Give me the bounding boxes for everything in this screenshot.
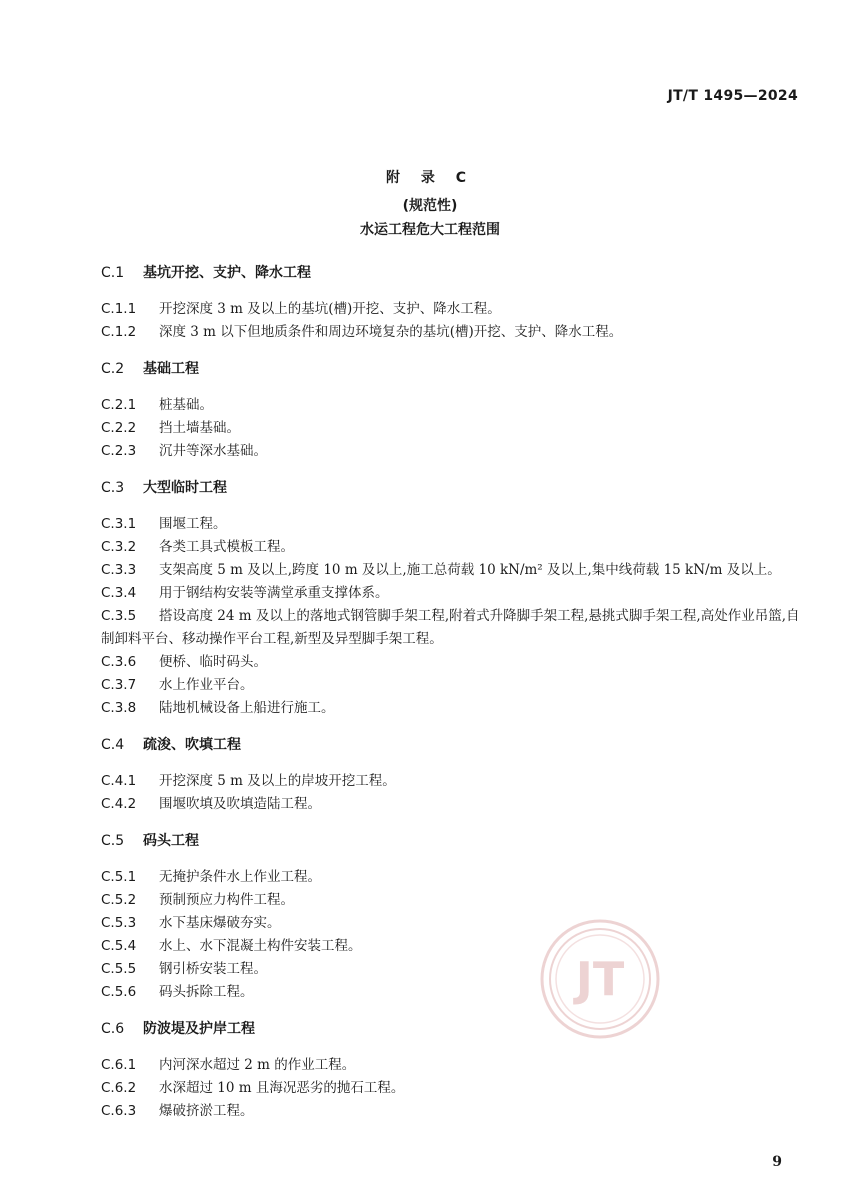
clause-number: C.4.1 xyxy=(101,773,137,789)
clause-text: 陆地机械设备上船进行施工。 xyxy=(159,700,335,716)
clause-item xyxy=(101,321,801,344)
section-number: C.6 xyxy=(101,1021,125,1037)
clause-item xyxy=(101,536,801,559)
clause-item xyxy=(101,513,801,536)
clause-text: 水上作业平台。 xyxy=(159,677,254,693)
clause-text: 支架高度 5 m 及以上,跨度 10 m 及以上,施工总荷载 10 kN/m² 及以上,集中线荷载 15 kN/m 及以上。 xyxy=(159,562,781,578)
section-title: 大型临时工程 xyxy=(143,480,227,496)
clause-number: C.3.8 xyxy=(101,700,137,716)
clause-text: 沉井等深水基础。 xyxy=(159,443,267,459)
section xyxy=(101,477,801,720)
clause-text: 深度 3 m 以下但地质条件和周边环境复杂的基坑(槽)开挖、支护、降水工程。 xyxy=(159,324,623,340)
clause-text: 无掩护条件水上作业工程。 xyxy=(159,869,321,885)
clause-number: C.3.2 xyxy=(101,539,137,555)
clause-item xyxy=(101,866,801,889)
clause-item xyxy=(101,1054,801,1077)
clause-item xyxy=(101,981,801,1004)
clause-text: 搭设高度 24 m 及以上的落地式钢管脚手架工程,附着式升降脚手架工程,悬挑式脚手架工程,高处作业吊篮,自制卸料平台、移动操作平台工程,新型及异型脚手架工程。 xyxy=(101,608,800,647)
clause-item xyxy=(101,889,801,912)
clause-item xyxy=(101,958,801,981)
clause-number: C.5.1 xyxy=(101,869,137,885)
section-number: C.5 xyxy=(101,833,125,849)
section-title: 疏浚、吹填工程 xyxy=(143,737,241,753)
page-number: 9 xyxy=(772,1154,782,1170)
clause-text: 开挖深度 3 m 及以上的基坑(槽)开挖、支护、降水工程。 xyxy=(159,301,501,317)
clause-number: C.3.5 xyxy=(101,608,137,624)
clause-item xyxy=(101,440,801,463)
clause-text: 内河深水超过 2 m 的作业工程。 xyxy=(159,1057,356,1073)
clause-item xyxy=(101,417,801,440)
clause-item xyxy=(101,912,801,935)
clause-number: C.3.4 xyxy=(101,585,137,601)
clause-text: 爆破挤淤工程。 xyxy=(159,1103,254,1119)
jt-watermark-stamp xyxy=(538,917,662,1041)
clause-text: 围堰吹填及吹填造陆工程。 xyxy=(159,796,321,812)
clause-text: 便桥、临时码头。 xyxy=(159,654,267,670)
clause-text: 围堰工程。 xyxy=(159,516,227,532)
clause-number: C.3.6 xyxy=(101,654,137,670)
clause-item xyxy=(101,605,801,651)
document-code: JT/T 1495—2024 xyxy=(667,88,798,104)
section xyxy=(101,1018,801,1123)
clause-number: C.5.3 xyxy=(101,915,137,931)
section-title: 防波堤及护岸工程 xyxy=(143,1021,255,1037)
clause-item xyxy=(101,697,801,720)
section-heading xyxy=(101,734,801,757)
clause-number: C.2.2 xyxy=(101,420,137,436)
section-heading xyxy=(101,358,801,381)
clause-item xyxy=(101,674,801,697)
clause-number: C.6.3 xyxy=(101,1103,137,1119)
clause-text: 用于钢结构安装等满堂承重支撑体系。 xyxy=(159,585,389,601)
clause-item xyxy=(101,793,801,816)
section-title: 基础工程 xyxy=(143,361,199,377)
clause-item xyxy=(101,298,801,321)
section xyxy=(101,358,801,463)
clause-text: 桩基础。 xyxy=(159,397,213,413)
clause-item xyxy=(101,394,801,417)
clause-number: C.2.3 xyxy=(101,443,137,459)
clause-number: C.5.6 xyxy=(101,984,137,1000)
appendix-label: 附 录 C xyxy=(385,170,475,186)
section-number: C.4 xyxy=(101,737,125,753)
clause-item xyxy=(101,559,801,582)
clause-text: 钢引桥安装工程。 xyxy=(159,961,267,977)
section-heading xyxy=(101,1018,801,1041)
clause-item xyxy=(101,1077,801,1100)
clause-number: C.3.3 xyxy=(101,562,137,578)
clause-number: C.1.1 xyxy=(101,301,137,317)
clause-text: 开挖深度 5 m 及以上的岸坡开挖工程。 xyxy=(159,773,396,789)
clause-item xyxy=(101,651,801,674)
clause-item xyxy=(101,935,801,958)
clause-number: C.6.2 xyxy=(101,1080,137,1096)
clause-number: C.5.2 xyxy=(101,892,137,908)
clause-text: 码头拆除工程。 xyxy=(159,984,254,1000)
clause-number: C.5.5 xyxy=(101,961,137,977)
section xyxy=(101,262,801,344)
section-number: C.1 xyxy=(101,265,125,281)
clause-number: C.4.2 xyxy=(101,796,137,812)
normative-label: (规范性) xyxy=(402,198,458,214)
section-heading xyxy=(101,262,801,285)
clause-number: C.6.1 xyxy=(101,1057,137,1073)
clause-text: 挡土墙基础。 xyxy=(159,420,240,436)
section-heading xyxy=(101,477,801,500)
clause-number: C.3.1 xyxy=(101,516,137,532)
clause-number: C.2.1 xyxy=(101,397,137,413)
section-number: C.2 xyxy=(101,361,125,377)
clause-text: 水上、水下混凝土构件安装工程。 xyxy=(159,938,362,954)
clause-item xyxy=(101,770,801,793)
appendix-content xyxy=(101,262,801,1137)
section-heading xyxy=(101,830,801,853)
clause-number: C.3.7 xyxy=(101,677,137,693)
clause-item xyxy=(101,582,801,605)
section-title: 码头工程 xyxy=(143,833,199,849)
clause-item xyxy=(101,1100,801,1123)
section-number: C.3 xyxy=(101,480,125,496)
clause-text: 水下基床爆破夯实。 xyxy=(159,915,281,931)
clause-text: 预制预应力构件工程。 xyxy=(159,892,294,908)
clause-number: C.1.2 xyxy=(101,324,137,340)
clause-number: C.5.4 xyxy=(101,938,137,954)
appendix-title: 水运工程危大工程范围 xyxy=(360,222,500,238)
section xyxy=(101,734,801,816)
clause-text: 各类工具式模板工程。 xyxy=(159,539,294,555)
section-title: 基坑开挖、支护、降水工程 xyxy=(143,265,311,281)
svg-text:JT: JT xyxy=(575,952,625,1006)
clause-text: 水深超过 10 m 且海况恶劣的抛石工程。 xyxy=(159,1080,405,1096)
section xyxy=(101,830,801,1004)
